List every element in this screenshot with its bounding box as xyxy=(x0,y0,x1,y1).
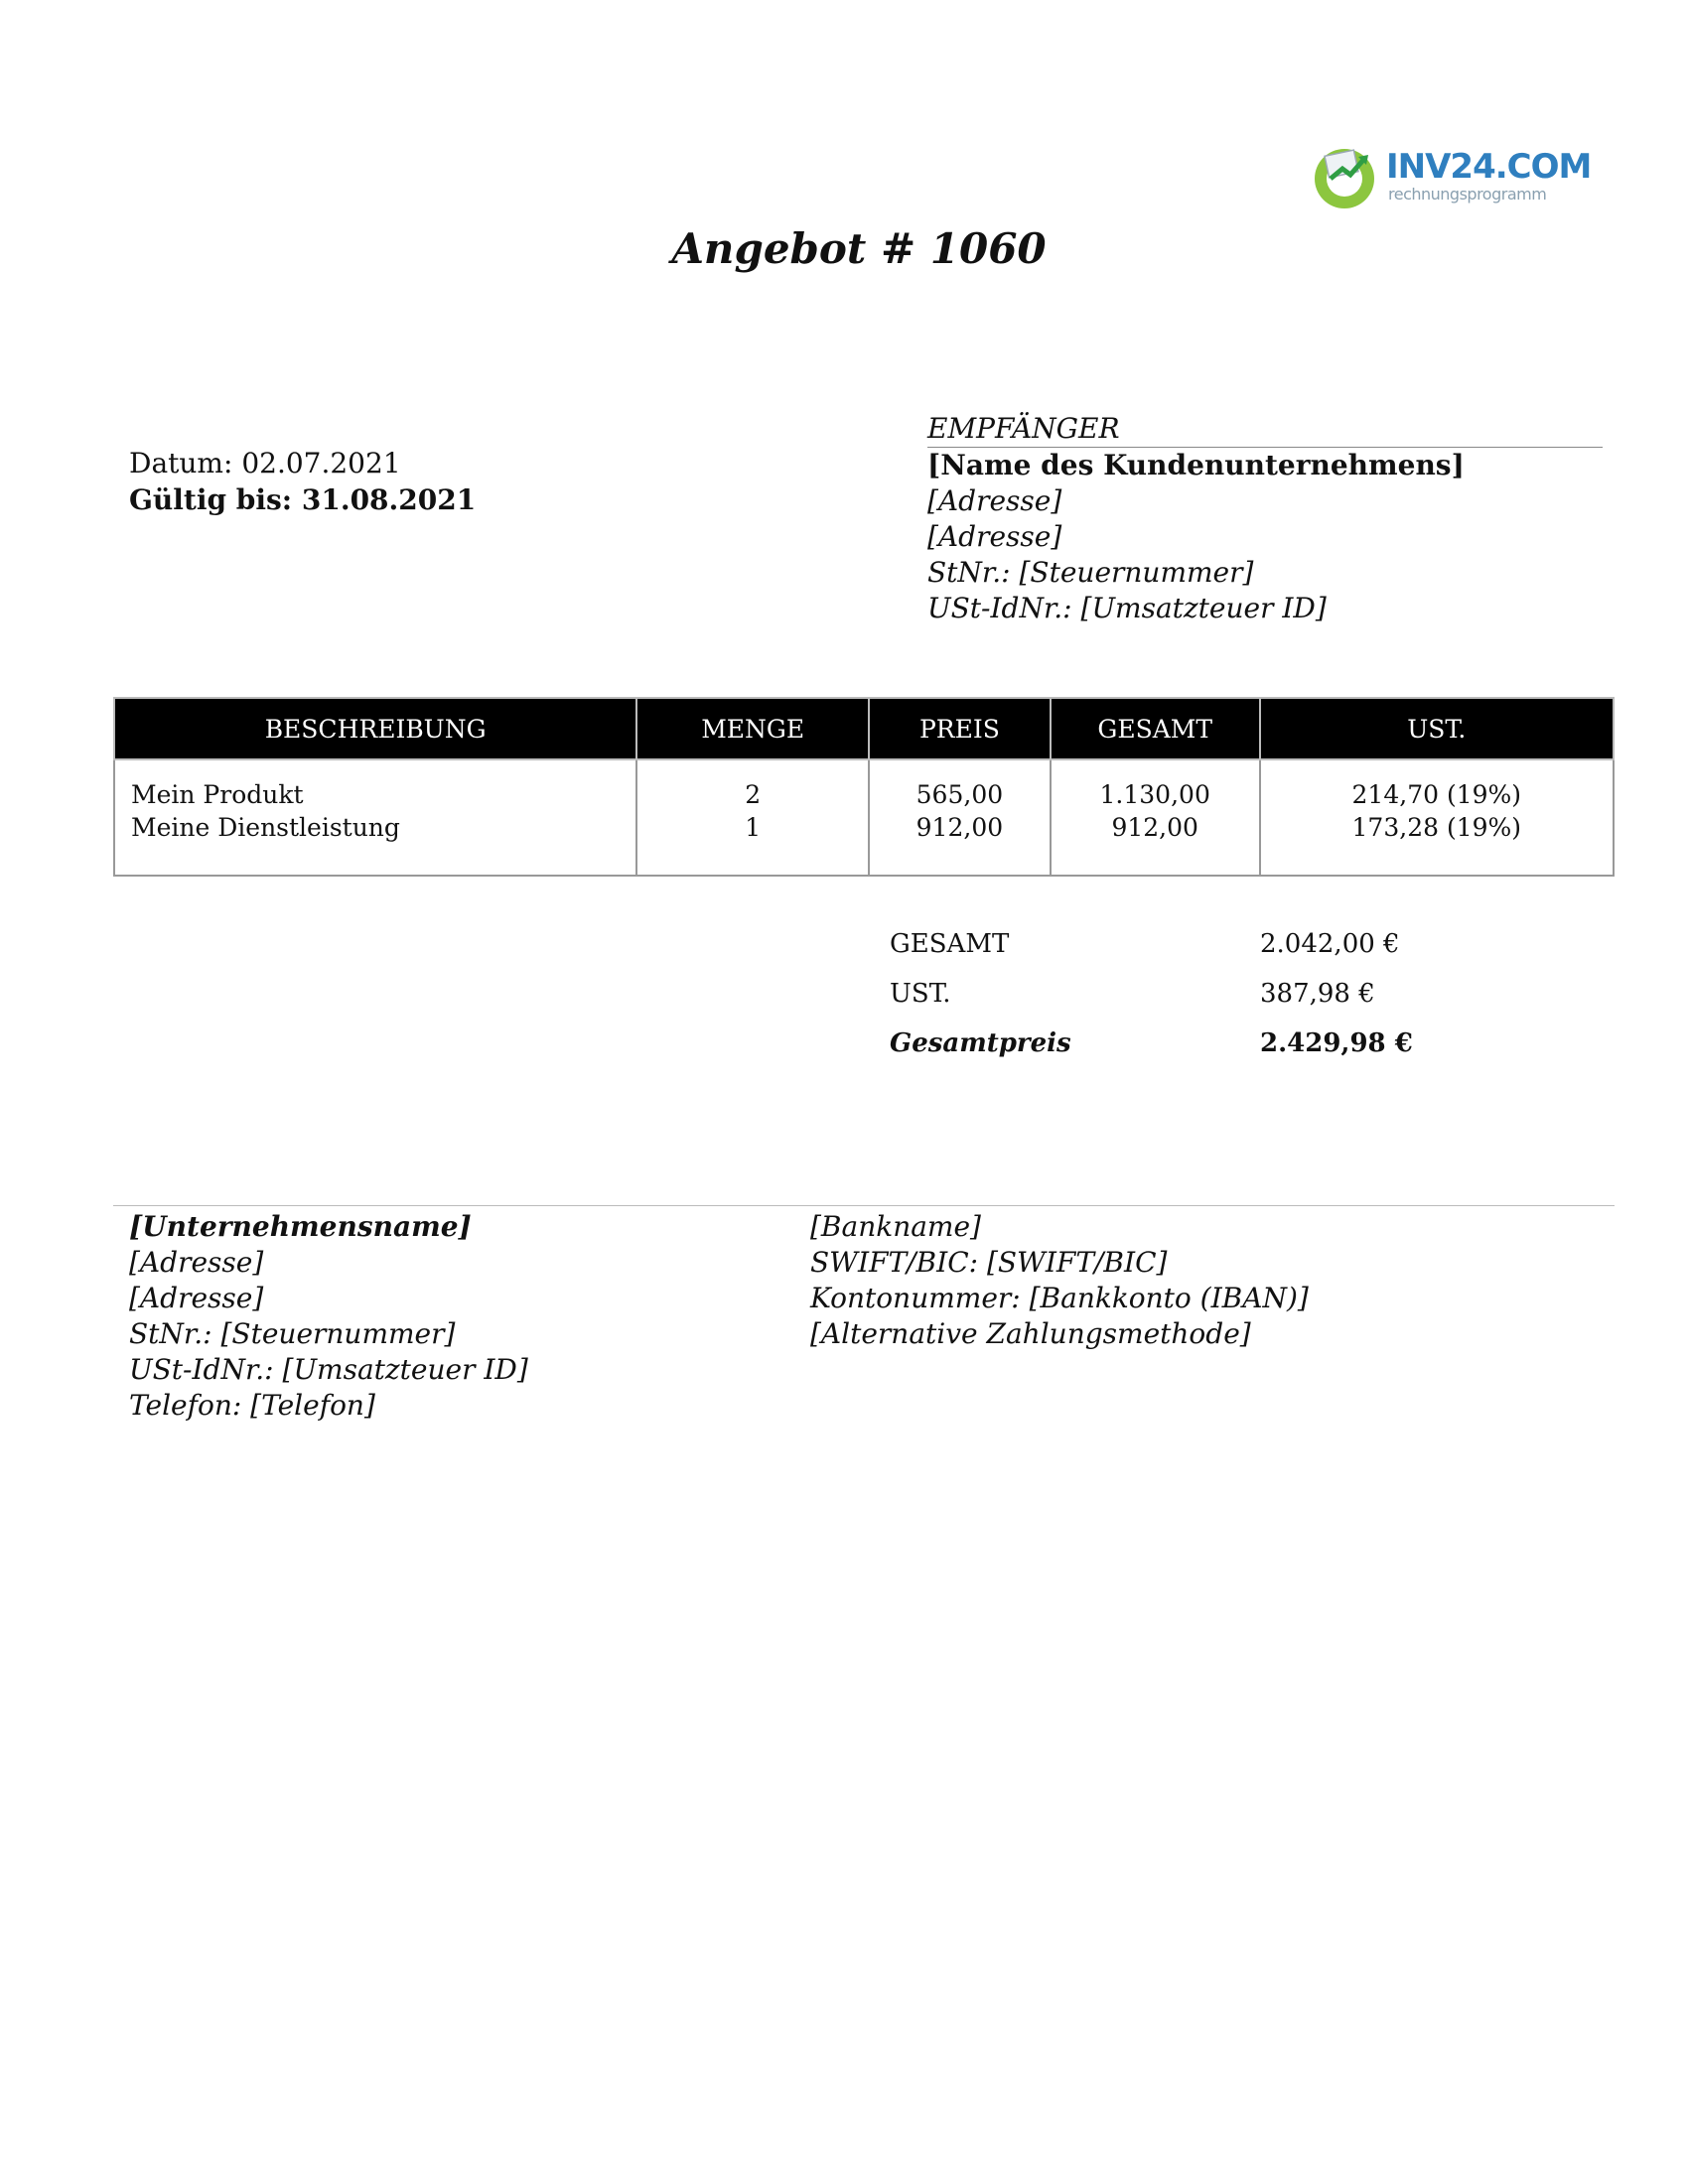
total-cell xyxy=(1051,759,1260,876)
date-line: Datum: 02.07.2021 xyxy=(129,447,401,479)
recipient-heading: EMPFÄNGER xyxy=(927,411,1603,448)
company-address-2: [Adresse] xyxy=(129,1282,264,1314)
vat-cell xyxy=(1260,759,1614,876)
company-name: [Unternehmensname] xyxy=(129,1210,472,1243)
row-2-quantity: 1 xyxy=(745,813,762,842)
vat-total-value: 387,98 € xyxy=(1260,979,1375,1009)
company-vat-id: USt-IdNr.: [Umsatzteuer ID] xyxy=(129,1353,528,1386)
description-cell xyxy=(114,759,636,876)
bank-name: [Bankname] xyxy=(810,1210,981,1243)
recipient-vat-id: USt-IdNr.: [Umsatzteuer ID] xyxy=(927,592,1327,624)
table-header-row xyxy=(114,698,1614,759)
price-cell xyxy=(869,759,1051,876)
bank-alt-payment: [Alternative Zahlungsmethode] xyxy=(810,1317,1251,1350)
document-title: Angebot # 1060 xyxy=(671,224,1047,273)
bank-account: Kontonummer: [Bankkonto (IBAN)] xyxy=(810,1282,1309,1314)
bank-swift: SWIFT/BIC: [SWIFT/BIC] xyxy=(810,1246,1168,1279)
company-block xyxy=(129,1209,528,1424)
subtotal-value: 2.042,00 € xyxy=(1260,929,1400,959)
date-block xyxy=(129,445,476,518)
row-1-description: Mein Produkt xyxy=(131,780,304,809)
recipient-address-1: [Adresse] xyxy=(927,484,1062,517)
row-2-price: 912,00 xyxy=(915,813,1004,842)
row-2-description: Meine Dienstleistung xyxy=(131,813,400,842)
recipient-name: [Name des Kundenunternehmens] xyxy=(927,449,1465,481)
company-tax-number: StNr.: [Steuernummer] xyxy=(129,1317,456,1350)
table-row xyxy=(114,759,1614,876)
bank-block xyxy=(810,1209,1309,1352)
logo-icon xyxy=(1309,139,1384,214)
vat-total-label: UST. xyxy=(890,979,951,1009)
company-logo xyxy=(1309,139,1592,212)
row-1-price: 565,00 xyxy=(915,780,1004,809)
grand-total-label: Gesamtpreis xyxy=(890,1028,1071,1058)
grand-total-value: 2.429,98 € xyxy=(1260,1028,1413,1058)
header-total: GESAMT xyxy=(1051,698,1260,759)
recipient-tax-number: StNr.: [Steuernummer] xyxy=(927,556,1254,589)
row-1-total: 1.130,00 xyxy=(1099,780,1210,809)
items-table xyxy=(113,697,1615,877)
header-description: BESCHREIBUNG xyxy=(114,698,636,759)
recipient-block xyxy=(927,411,1603,626)
company-address-1: [Adresse] xyxy=(129,1246,264,1279)
logo-subtext: rechnungsprogramm xyxy=(1388,185,1547,204)
recipient-address-2: [Adresse] xyxy=(927,520,1062,553)
header-quantity: MENGE xyxy=(636,698,869,759)
logo-text: INV24.COM xyxy=(1386,147,1592,187)
row-1-quantity: 2 xyxy=(745,780,762,809)
company-phone: Telefon: [Telefon] xyxy=(129,1389,375,1422)
header-vat: UST. xyxy=(1260,698,1614,759)
row-1-vat: 214,70 (19%) xyxy=(1351,780,1522,809)
header-price: PREIS xyxy=(869,698,1051,759)
subtotal-label: GESAMT xyxy=(890,929,1010,959)
valid-until-line: Gültig bis: 31.08.2021 xyxy=(129,483,477,516)
row-2-total: 912,00 xyxy=(1111,813,1198,842)
row-2-vat: 173,28 (19%) xyxy=(1351,813,1522,842)
quantity-cell xyxy=(636,759,869,876)
footer-divider xyxy=(113,1205,1615,1206)
